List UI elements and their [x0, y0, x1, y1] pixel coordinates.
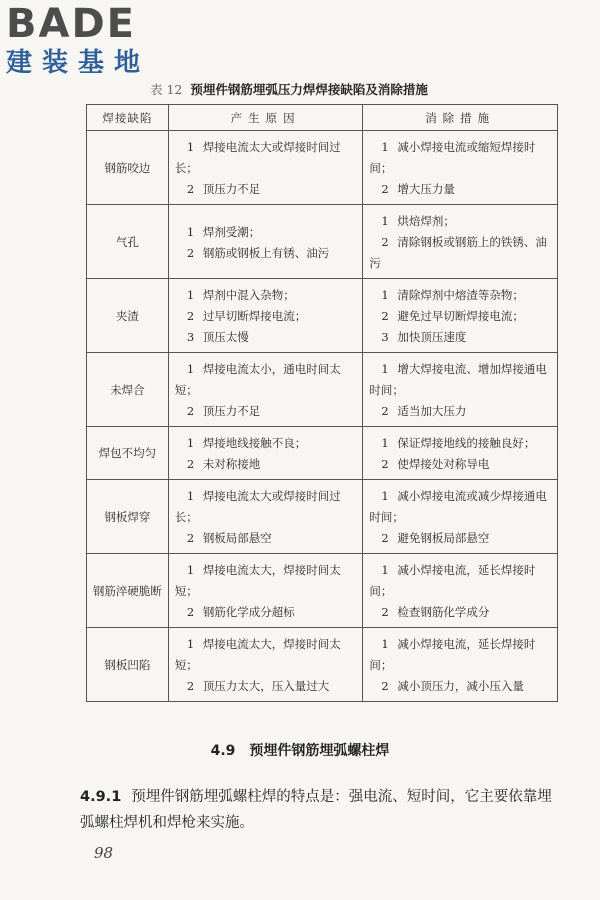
- item-text: 使焊接处对称导电: [397, 457, 490, 471]
- item-text: 避免过早切断焊接电流；: [397, 309, 524, 323]
- item-number: 1: [186, 436, 195, 450]
- measure-item: [369, 433, 551, 454]
- cause-list: [168, 353, 363, 427]
- measure-item: [369, 560, 551, 602]
- item-text: 保证焊接地线的接触良好；: [397, 436, 536, 450]
- cause-item: [175, 327, 357, 348]
- cause-item: [175, 602, 357, 623]
- header-causes: 产生原因: [168, 105, 363, 131]
- item-text: 减小顶压力，减小压入量: [397, 679, 524, 693]
- item-text: 焊剂中混入杂物；: [202, 288, 295, 302]
- item-text: 顶压力不足: [202, 404, 261, 418]
- table-row: [87, 279, 558, 353]
- measure-item: [369, 528, 551, 549]
- table-row: [87, 353, 558, 427]
- table-number: 表 12: [150, 82, 183, 97]
- paragraph-number: 4.9.1: [80, 789, 122, 805]
- item-text: 未对称接地: [202, 457, 261, 471]
- item-text: 焊接地线接触不良；: [202, 436, 307, 450]
- item-text: 焊接电流太大，焊接时间太短；: [174, 637, 341, 672]
- page-number: 98: [94, 844, 114, 862]
- defect-name: 未焊合: [87, 353, 169, 427]
- item-number: 1: [381, 362, 389, 376]
- item-text: 钢板局部悬空: [202, 531, 272, 545]
- measure-item: [369, 602, 551, 623]
- cause-item: [175, 179, 357, 200]
- item-text: 减小焊接电流，延长焊接时间；: [369, 563, 536, 598]
- item-text: 减小焊接电流，延长焊接时间；: [369, 637, 536, 672]
- measure-item: [369, 401, 551, 422]
- table-title: 预埋件钢筋埋弧压力焊焊接缺陷及消除措施: [190, 82, 428, 97]
- item-text: 焊剂受潮；: [202, 224, 261, 239]
- table-row: [87, 131, 558, 205]
- item-number: 2: [381, 235, 389, 249]
- cause-list: [168, 427, 363, 480]
- item-text: 焊接电流太小，通电时间太短；: [174, 362, 341, 397]
- item-text: 焊接电流太大，焊接时间太短；: [174, 563, 341, 598]
- item-number: 2: [186, 245, 195, 260]
- defect-name: 钢板凹陷: [87, 628, 169, 702]
- cause-item: [175, 285, 357, 306]
- item-text: 焊接电流太大或焊接时间过长；: [174, 489, 341, 524]
- item-number: 1: [186, 140, 195, 154]
- item-number: 2: [186, 605, 195, 619]
- cause-list: [168, 480, 363, 554]
- measure-list: [363, 480, 558, 554]
- item-number: 1: [381, 140, 389, 154]
- cause-item: [175, 560, 357, 602]
- item-text: 焊接电流太大或焊接时间过长；: [174, 140, 341, 175]
- table-row: [87, 427, 558, 480]
- item-number: 1: [381, 288, 389, 302]
- body-paragraph: [80, 784, 560, 836]
- defects-table: [86, 104, 558, 702]
- measure-item: [369, 285, 551, 306]
- cause-item: [175, 433, 357, 454]
- cause-item: [175, 243, 357, 264]
- item-number: 1: [186, 288, 195, 302]
- cause-item: [175, 486, 357, 528]
- item-number: 2: [186, 457, 195, 471]
- item-text: 清除焊剂中熔渣等杂物；: [397, 288, 524, 302]
- cause-item: [175, 634, 357, 676]
- cause-list: [168, 628, 363, 702]
- measure-item: [369, 676, 551, 697]
- item-text: 避免钢板局部悬空: [397, 531, 490, 545]
- item-number: 1: [186, 224, 195, 239]
- cause-item: [175, 401, 357, 422]
- item-number: 1: [381, 489, 389, 503]
- cause-item: [175, 306, 357, 327]
- defect-name: 钢板焊穿: [87, 480, 169, 554]
- measure-item: [369, 306, 551, 327]
- defect-name: 气孔: [87, 205, 169, 279]
- item-text: 减小焊接电流或减少焊接通电时间；: [369, 489, 547, 524]
- measure-item: [369, 179, 551, 200]
- item-text: 顶压力不足: [202, 182, 261, 196]
- item-number: 1: [186, 362, 195, 376]
- item-number: 1: [381, 436, 389, 450]
- item-text: 清除钢板或钢筋上的铁锈、油污: [369, 235, 547, 270]
- item-text: 增大压力量: [397, 182, 455, 196]
- measure-item: [369, 634, 551, 676]
- cause-list: [168, 279, 363, 353]
- table-row: [87, 480, 558, 554]
- defect-name: 夹渣: [87, 279, 169, 353]
- measure-list: [363, 427, 558, 480]
- table-row: [87, 628, 558, 702]
- defect-name: 焊包不均匀: [87, 427, 169, 480]
- table-row: [87, 554, 558, 628]
- header-defect: 焊接缺陷: [87, 105, 169, 131]
- section-title: 预埋件钢筋埋弧螺柱焊: [249, 743, 390, 759]
- logo-subtitle: 建装基地: [6, 48, 151, 78]
- measure-item: [369, 327, 551, 348]
- measure-list: [363, 628, 558, 702]
- cause-item: [175, 676, 357, 697]
- measure-list: [363, 279, 558, 353]
- cause-item: [175, 528, 357, 549]
- item-number: 1: [186, 637, 195, 651]
- item-number: 3: [186, 330, 195, 344]
- item-number: 1: [186, 489, 195, 503]
- table-row: [87, 205, 558, 279]
- measure-item: [369, 232, 551, 274]
- defect-name: 钢筋咬边: [87, 131, 169, 205]
- watermark-logo: [6, 2, 150, 78]
- item-text: 减小焊接电流或缩短焊接时间；: [369, 140, 536, 175]
- item-number: 1: [186, 563, 195, 577]
- item-number: 2: [186, 309, 195, 323]
- item-text: 顶压力太大，压入量过大: [202, 679, 330, 693]
- item-number: 2: [381, 605, 389, 619]
- section-heading: [0, 740, 600, 760]
- item-text: 烘焙焊剂；: [397, 214, 455, 228]
- section-number: 4.9: [210, 743, 236, 759]
- measure-list: [363, 353, 558, 427]
- item-number: 2: [381, 457, 389, 471]
- measure-list: [363, 131, 558, 205]
- cause-list: [168, 205, 363, 279]
- item-number: 2: [381, 309, 389, 323]
- cause-item: [175, 137, 357, 179]
- measure-item: [369, 137, 551, 179]
- item-number: 2: [186, 531, 195, 545]
- table-caption: [150, 80, 428, 98]
- item-text: 钢筋或钢板上有锈、油污: [202, 245, 330, 260]
- item-number: 2: [186, 404, 195, 418]
- item-text: 过早切断焊接电流；: [202, 309, 307, 323]
- item-number: 2: [186, 679, 195, 693]
- item-text: 钢筋化学成分超标: [202, 605, 295, 619]
- item-text: 增大焊接电流、增加焊接通电时间；: [369, 362, 547, 397]
- header-measures: 消除措施: [363, 105, 558, 131]
- measure-list: [363, 205, 558, 279]
- measure-item: [369, 454, 551, 475]
- cause-item: [175, 454, 357, 475]
- item-number: 1: [381, 563, 389, 577]
- item-number: 2: [381, 679, 389, 693]
- measure-list: [363, 554, 558, 628]
- item-text: 检查钢筋化学成分: [397, 605, 490, 619]
- table-header-row: [87, 105, 558, 131]
- measure-item: [369, 359, 551, 401]
- cause-item: [175, 222, 357, 243]
- item-text: 适当加大压力: [397, 404, 467, 418]
- cause-list: [168, 554, 363, 628]
- cause-list: [168, 131, 363, 205]
- item-number: 2: [381, 404, 389, 418]
- paragraph-text: 预埋件钢筋埋弧螺柱焊的特点是：强电流、短时间，它主要依靠埋弧螺柱焊机和焊枪来实施。: [80, 789, 552, 831]
- item-text: 顶压太慢: [202, 330, 249, 344]
- item-number: 2: [186, 182, 195, 196]
- item-number: 3: [381, 330, 389, 344]
- measure-item: [369, 211, 551, 232]
- measure-item: [369, 486, 551, 528]
- item-number: 1: [381, 214, 389, 228]
- defect-name: 钢筋淬硬脆断: [87, 554, 169, 628]
- item-number: 2: [381, 182, 389, 196]
- logo-wordmark: BADE: [6, 1, 136, 47]
- item-text: 加快顶压速度: [397, 330, 467, 344]
- item-number: 2: [381, 531, 389, 545]
- cause-item: [175, 359, 357, 401]
- item-number: 1: [381, 637, 389, 651]
